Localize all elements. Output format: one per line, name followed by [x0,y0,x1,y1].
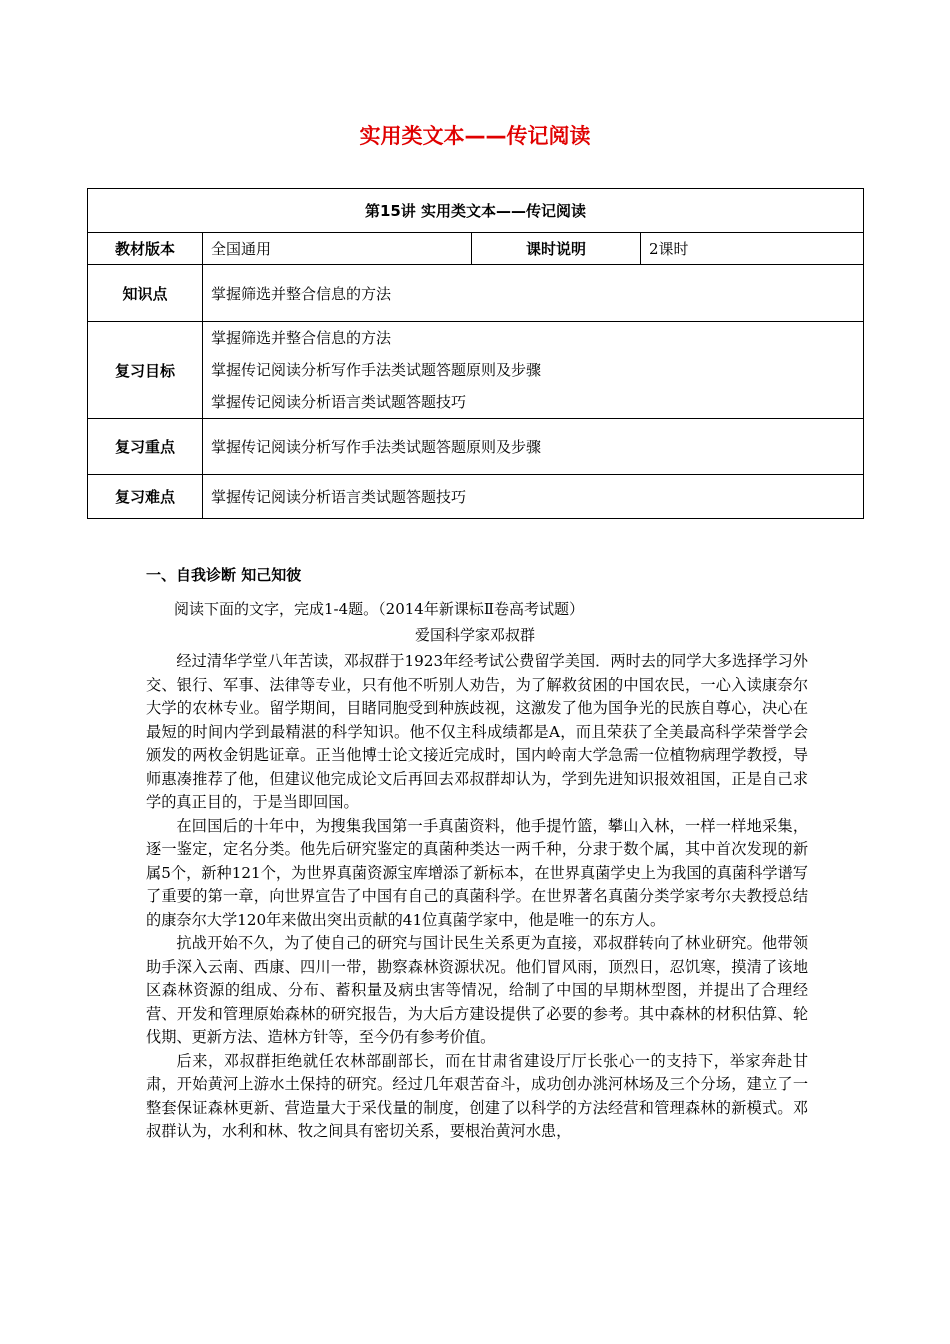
knowledge-label: 知识点 [88,265,203,322]
reading-instruction: 阅读下面的文字，完成1-4题。（2014年新课标Ⅱ卷高考试题） [174,600,585,618]
section-heading: 一、自我诊断 知己知彼 [146,566,302,584]
paragraph: 经过清华学堂八年苦读，邓叔群于1923年经考试公费留学美国．两时去的同学大多选择学习外交、银行、军事、法律等专业，只有他不听别人劝告，为了解救贫困的中国农民，一心入读康奈尔大学的农林专业。留学期间，目睹同胞受到种族歧视，这激发了他为国争光的民族自尊心，决心在最短的时间内学到最精湛的科学知识。他不仅主科成绩都是A，而且荣获了全美最高科学荣誉学会颁发的两枚金钥匙证章。正当他博士论文接近完成时，国内岭南大学急需一位植物病理学教授，导师惠凑推荐了他，但建议他完成论文后再回去邓叔群却认为，学到先进知识报效祖国，正是自己求学的真正目的，于是当即回国。 [146,652,808,811]
goal-item: 掌握传记阅读分析写作手法类试题答题原则及步骤 [211,361,542,379]
paragraph: 在回国后的十年中，为搜集我国第一手真菌资料，他手提竹篮，攀山入林，一样一样地采集，逐一鉴定，定名分类。他先后研究鉴定的真菌种类达一两千种，分隶于数个属，其中首次发现的新属5个，新种121个，为世界真菌资源宝库增添了新标本，在世界真菌学史上为我国的真菌科学谱写了重要的第一章，向世界宣告了中国有自己的真菌科学。在世界著名真菌分类学家考尔夫教授总结的康奈尔大学120年来做出突出贡献的41位真菌学家中，他是唯一的东方人。 [146,816,808,929]
difficulty-value: 掌握传记阅读分析语言类试题答题技巧 [203,475,864,519]
hours-value: 2课时 [641,233,864,265]
article-body [146,650,808,1144]
article-title: 爱国科学家邓叔群 [414,626,535,644]
table-header: 第15讲 实用类文本——传记阅读 [88,189,864,233]
goal-item: 掌握传记阅读分析语言类试题答题技巧 [211,393,467,411]
focus-label: 复习重点 [88,419,203,475]
goals-label: 复习目标 [88,322,203,419]
hours-label: 课时说明 [472,233,641,265]
difficulty-row [88,475,864,519]
edition-row [88,233,864,265]
table-header-row [88,189,864,233]
difficulty-label: 复习难点 [88,475,203,519]
edition-label: 教材版本 [88,233,203,265]
focus-value: 掌握传记阅读分析写作手法类试题答题原则及步骤 [203,419,864,475]
edition-value: 全国通用 [203,233,472,265]
lesson-info-table [87,188,864,519]
knowledge-value: 掌握筛选并整合信息的方法 [203,265,864,322]
goal-item: 掌握筛选并整合信息的方法 [211,329,392,347]
paragraph: 抗战开始不久，为了使自己的研究与国计民生关系更为直接，邓叔群转向了林业研究。他带领助手深入云南、西康、四川一带，勘察森林资源状况。他们冒风雨，顶烈日，忍饥寒，摸清了该地区森林资源的组成、分布、蓄积量及病虫害等情况，给制了中国的早期林型图，并提出了合理经营、开发和管理原始森林的研究报告，为大后方建设提供了必要的参考。其中森林的材积估算、轮伐期、更新方法、造林方针等，至今仍有参考价值。 [146,934,808,1046]
goals-row [88,322,864,419]
focus-row [88,419,864,475]
goals-list [203,322,864,419]
knowledge-row [88,265,864,322]
paragraph: 后来，邓叔群拒绝就任农林部副部长，而在甘肃省建设厅厅长张心一的支持下，举家奔赴甘肃，开始黄河上游水土保持的研究。经过几年艰苦奋斗，成功创办洮河林场及三个分场，建立了一整套保证森林更新、营造量大于采伐量的制度，创建了以科学的方法经营和管理森林的新模式。邓叔群认为，水利和林、牧之间具有密切关系，要根治黄河水患， [146,1051,808,1140]
document-title: 实用类文本——传记阅读 [359,124,591,148]
